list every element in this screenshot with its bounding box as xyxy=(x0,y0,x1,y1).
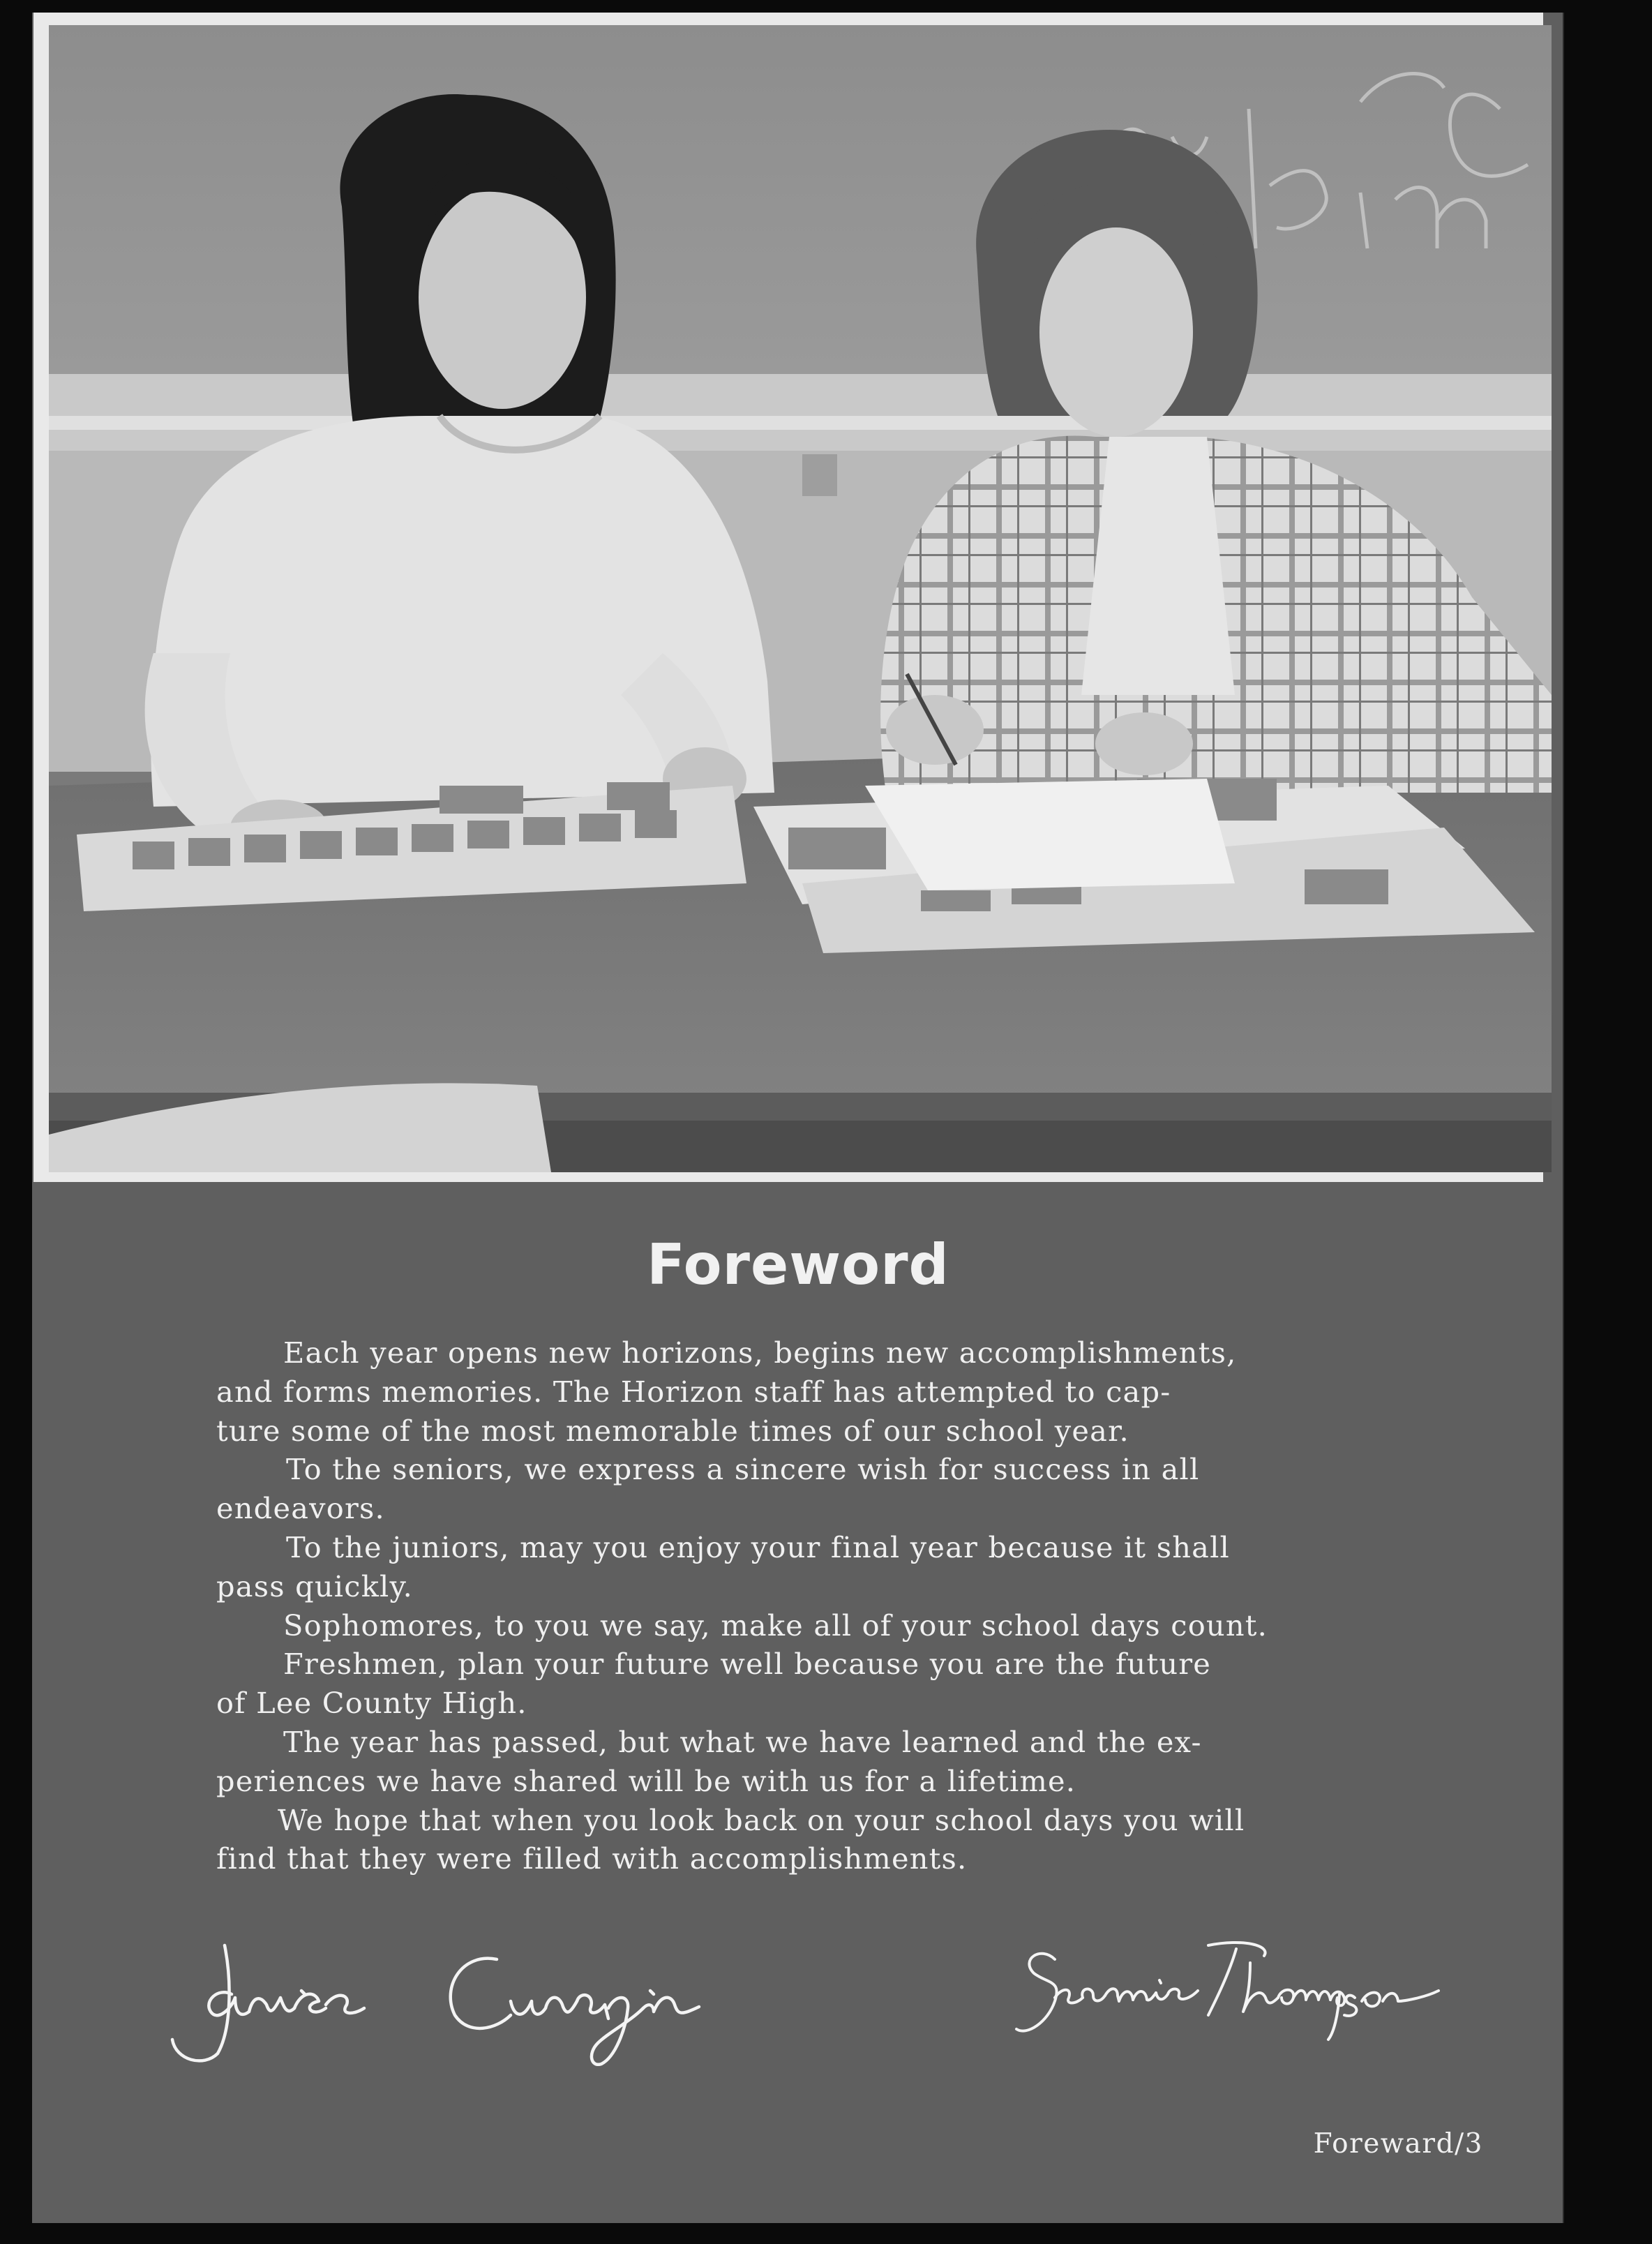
signature-jeannie-thompson xyxy=(1006,1931,1536,2043)
text-line: ture some of the most memorable times of our school year. xyxy=(216,1413,1129,1448)
text-line: of Lee County High. xyxy=(216,1686,527,1721)
page-title: Foreword xyxy=(647,1232,949,1297)
text-line: and forms memories. The Horizon staff has attempted to cap- xyxy=(216,1374,1171,1409)
page-edge xyxy=(1563,13,1564,2223)
text-line: periences we have shared will be with us for a lifetime. xyxy=(216,1763,1076,1798)
text-line: endeavors. xyxy=(216,1491,385,1526)
text-line: Each year opens new horizons, begins new accomplishments, xyxy=(283,1336,1237,1370)
text-line: To the juniors, may you enjoy your final year because it shall xyxy=(286,1529,1231,1564)
foreword-text xyxy=(216,1333,1444,1878)
text-line: Freshmen, plan your future well because you are the future xyxy=(283,1647,1212,1682)
signature-janice-cunagin xyxy=(162,1924,825,2071)
yearbook-page xyxy=(32,13,1564,2223)
photo-two-students-at-desk xyxy=(49,25,1552,1172)
text-line: To the seniors, we express a sincere wish for success in all xyxy=(286,1452,1200,1487)
text-line: find that they were filled with accomplishments. xyxy=(216,1841,968,1876)
text-line: pass quickly. xyxy=(216,1569,414,1603)
text-line: We hope that when you look back on your school days you will xyxy=(278,1802,1245,1837)
text-line: Sophomores, to you we say, make all of your school days count. xyxy=(283,1608,1268,1643)
photo-frame xyxy=(33,13,1543,1182)
page-folio: Foreward/3 xyxy=(1313,2128,1483,2160)
text-line: The year has passed, but what we have learned and the ex- xyxy=(283,1724,1202,1759)
